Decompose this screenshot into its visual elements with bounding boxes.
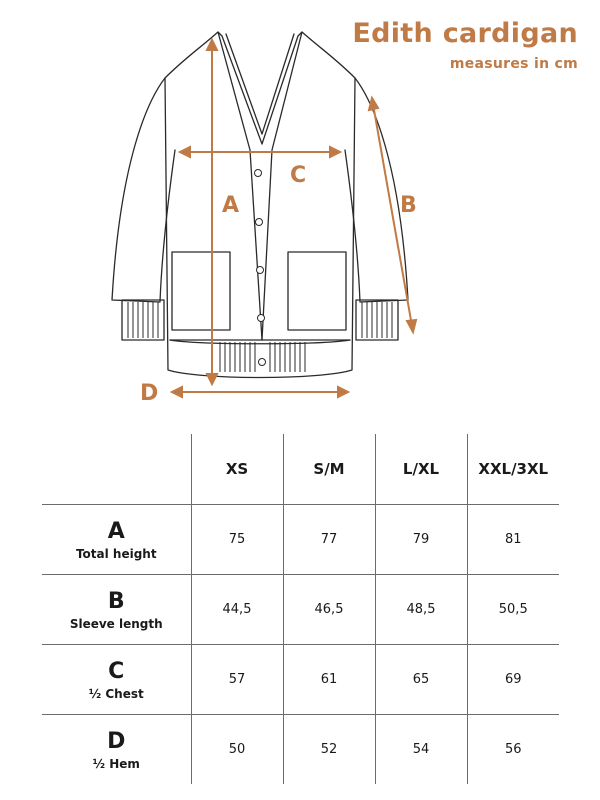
row-letter: B [107,588,125,614]
row-letter: C [108,658,125,684]
table-cell: 54 [375,715,467,785]
measure-labels [140,163,417,406]
header-size-sm: S/M [283,434,375,505]
cardigan-outline [112,32,408,378]
table-row [42,715,559,785]
header-size-xs: XS [191,434,283,505]
row-label [42,715,191,785]
row-label [42,645,191,715]
table-row [42,645,559,715]
table-cell: 56 [467,715,559,785]
header-size-lxl: L/XL [375,434,467,505]
size-table [42,434,559,784]
table-cell: 61 [283,645,375,715]
row-description: Total height [75,546,157,561]
table-cell: 81 [467,505,559,575]
table-cell: 44,5 [191,575,283,645]
row-label [42,505,191,575]
buttons [255,170,266,366]
page-title: Edith cardigan [352,18,578,49]
row-description: Sleeve length [69,616,163,631]
page-subtitle: measures in cm [449,56,578,72]
table-cell: 48,5 [375,575,467,645]
table-cell: 46,5 [283,575,375,645]
row-description: ½ Hem [92,756,140,771]
table-cell: 50 [191,715,283,785]
table-cell: 57 [191,645,283,715]
table-row [42,575,559,645]
header-corner [42,434,191,505]
table-cell: 69 [467,645,559,715]
table-cell: 50,5 [467,575,559,645]
table-cell: 79 [375,505,467,575]
label-a: A [222,193,240,218]
label-b: B [400,193,417,218]
table-cell: 77 [283,505,375,575]
label-d: D [140,381,159,406]
row-letter: D [107,728,126,754]
row-description: ½ Chest [88,686,144,701]
table-cell: 65 [375,645,467,715]
row-label [42,575,191,645]
table-cell: 75 [191,505,283,575]
header-size-xxl3xl: XXL/3XL [467,434,559,505]
table-row [42,505,559,575]
size-table-container [42,434,558,784]
table-header-row [42,434,559,505]
table-cell: 52 [283,715,375,785]
row-letter: A [107,518,125,544]
label-c: C [290,163,307,188]
